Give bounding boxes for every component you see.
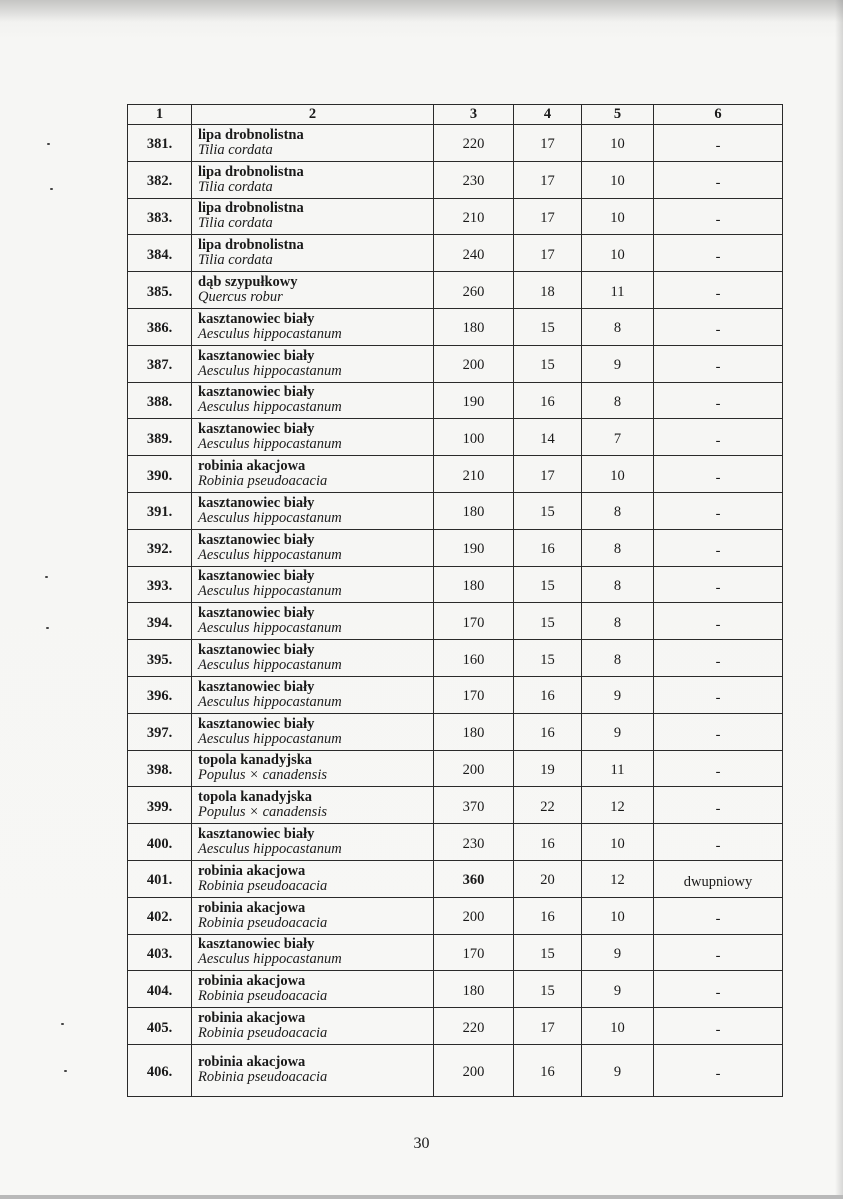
column-6-remark: -	[654, 787, 783, 824]
row-number: 405.	[128, 1008, 192, 1045]
column-5-value: 8	[582, 492, 654, 529]
column-5-value: 9	[582, 713, 654, 750]
column-5-value: 10	[582, 1008, 654, 1045]
species-cell	[192, 750, 434, 787]
species-polish-name: robinia akacjowa	[198, 862, 306, 879]
column-4-value: 17	[514, 161, 582, 198]
table-header	[128, 105, 783, 125]
row-number: 381.	[128, 125, 192, 162]
column-5-value: 9	[582, 971, 654, 1008]
column-5-value: 10	[582, 235, 654, 272]
table-row	[128, 713, 783, 750]
table-row	[128, 235, 783, 272]
column-6-remark: -	[654, 676, 783, 713]
species-cell	[192, 713, 434, 750]
species-cell	[192, 492, 434, 529]
column-4-value: 14	[514, 419, 582, 456]
column-6-remark: -	[654, 419, 783, 456]
column-3-value: 180	[434, 492, 514, 529]
species-cell	[192, 676, 434, 713]
column-4-value: 15	[514, 492, 582, 529]
row-number: 391.	[128, 492, 192, 529]
row-number: 393.	[128, 566, 192, 603]
table-row	[128, 750, 783, 787]
column-3-value: 240	[434, 235, 514, 272]
species-latin-name: Aesculus hippocastanum	[198, 436, 342, 453]
row-number: 392.	[128, 529, 192, 566]
column-3-value: 180	[434, 713, 514, 750]
species-cell	[192, 419, 434, 456]
scan-shadow	[0, 0, 843, 22]
column-4-value: 15	[514, 640, 582, 677]
column-3-value: 230	[434, 161, 514, 198]
column-5-value: 8	[582, 308, 654, 345]
column-4-value: 22	[514, 787, 582, 824]
species-latin-name: Populus × canadensis	[198, 767, 327, 784]
species-latin-name: Quercus robur	[198, 289, 283, 306]
species-latin-name: Tilia cordata	[198, 178, 273, 195]
row-number: 404.	[128, 971, 192, 1008]
column-3-value: 180	[434, 308, 514, 345]
species-latin-name: Aesculus hippocastanum	[198, 546, 342, 563]
table-row	[128, 971, 783, 1008]
species-cell	[192, 308, 434, 345]
row-number: 406.	[128, 1044, 192, 1096]
column-5-value: 9	[582, 934, 654, 971]
table-row	[128, 860, 783, 897]
table-row	[128, 272, 783, 309]
table-row	[128, 1044, 783, 1096]
species-cell	[192, 456, 434, 493]
column-5-value: 10	[582, 456, 654, 493]
species-cell	[192, 345, 434, 382]
species-latin-name: Robinia pseudoacacia	[198, 1025, 328, 1042]
table-row	[128, 787, 783, 824]
species-latin-name: Robinia pseudoacacia	[198, 473, 328, 490]
column-6-remark: -	[654, 382, 783, 419]
species-cell	[192, 603, 434, 640]
table-row	[128, 308, 783, 345]
column-3-value: 170	[434, 934, 514, 971]
column-3-value: 200	[434, 897, 514, 934]
column-6-remark: -	[654, 456, 783, 493]
species-polish-name: lipa drobnolistna	[198, 200, 304, 217]
column-header: 1	[128, 105, 192, 125]
column-6-remark: -	[654, 345, 783, 382]
table-row	[128, 1008, 783, 1045]
column-4-value: 20	[514, 860, 582, 897]
column-4-value: 15	[514, 308, 582, 345]
column-header: 6	[654, 105, 783, 125]
table-row	[128, 419, 783, 456]
column-5-value: 9	[582, 676, 654, 713]
species-latin-name: Aesculus hippocastanum	[198, 325, 342, 342]
column-4-value: 16	[514, 382, 582, 419]
table-row	[128, 934, 783, 971]
species-latin-name: Aesculus hippocastanum	[198, 583, 342, 600]
table-row	[128, 897, 783, 934]
column-3-value: 180	[434, 566, 514, 603]
column-3-value: 220	[434, 125, 514, 162]
table-row	[128, 603, 783, 640]
row-number: 383.	[128, 198, 192, 235]
row-number: 385.	[128, 272, 192, 309]
column-6-remark: -	[654, 934, 783, 971]
row-number: 398.	[128, 750, 192, 787]
column-6-remark: -	[654, 566, 783, 603]
table-row	[128, 529, 783, 566]
species-polish-name: kasztanowiec biały	[198, 347, 315, 364]
species-latin-name: Aesculus hippocastanum	[198, 657, 342, 674]
species-polish-name: kasztanowiec biały	[198, 715, 315, 732]
species-polish-name: robinia akacjowa	[198, 1054, 306, 1071]
column-4-value: 18	[514, 272, 582, 309]
row-number: 401.	[128, 860, 192, 897]
table-row	[128, 161, 783, 198]
table-row	[128, 492, 783, 529]
column-header: 3	[434, 105, 514, 125]
species-polish-name: kasztanowiec biały	[198, 678, 315, 695]
table-row	[128, 198, 783, 235]
species-polish-name: kasztanowiec biały	[198, 384, 315, 401]
column-5-value: 12	[582, 787, 654, 824]
species-latin-name: Aesculus hippocastanum	[198, 509, 342, 526]
species-polish-name: kasztanowiec biały	[198, 826, 315, 843]
column-5-value: 12	[582, 860, 654, 897]
column-4-value: 15	[514, 603, 582, 640]
column-5-value: 10	[582, 125, 654, 162]
species-polish-name: robinia akacjowa	[198, 458, 306, 475]
species-polish-name: topola kanadyjska	[198, 752, 313, 769]
column-3-value: 200	[434, 345, 514, 382]
species-cell	[192, 529, 434, 566]
row-number: 386.	[128, 308, 192, 345]
row-number: 384.	[128, 235, 192, 272]
scan-edge	[835, 0, 843, 1199]
species-cell	[192, 272, 434, 309]
species-polish-name: topola kanadyjska	[198, 789, 313, 806]
species-polish-name: lipa drobnolistna	[198, 237, 304, 254]
species-polish-name: robinia akacjowa	[198, 973, 306, 990]
column-header: 4	[514, 105, 582, 125]
column-6-remark: -	[654, 125, 783, 162]
column-6-remark: -	[654, 971, 783, 1008]
column-3-value: 180	[434, 971, 514, 1008]
column-5-value: 8	[582, 566, 654, 603]
column-3-value: 230	[434, 824, 514, 861]
species-cell	[192, 787, 434, 824]
column-5-value: 10	[582, 897, 654, 934]
species-latin-name: Aesculus hippocastanum	[198, 730, 342, 747]
column-5-value: 10	[582, 198, 654, 235]
column-4-value: 17	[514, 456, 582, 493]
table-body	[128, 125, 783, 1097]
column-5-value: 8	[582, 529, 654, 566]
column-6-remark: dwupniowy	[654, 860, 783, 897]
column-4-value: 17	[514, 235, 582, 272]
column-5-value: 11	[582, 272, 654, 309]
column-6-remark: -	[654, 1044, 783, 1096]
species-cell	[192, 860, 434, 897]
column-4-value: 16	[514, 713, 582, 750]
column-3-value: 370	[434, 787, 514, 824]
column-3-value: 220	[434, 1008, 514, 1045]
column-4-value: 17	[514, 125, 582, 162]
species-cell	[192, 897, 434, 934]
species-cell	[192, 640, 434, 677]
species-cell	[192, 198, 434, 235]
column-5-value: 8	[582, 640, 654, 677]
row-number: 397.	[128, 713, 192, 750]
column-5-value: 7	[582, 419, 654, 456]
species-polish-name: lipa drobnolistna	[198, 126, 304, 143]
species-cell	[192, 1044, 434, 1096]
column-6-remark: -	[654, 640, 783, 677]
species-latin-name: Aesculus hippocastanum	[198, 362, 342, 379]
species-latin-name: Aesculus hippocastanum	[198, 399, 342, 416]
species-latin-name: Aesculus hippocastanum	[198, 841, 342, 858]
species-cell	[192, 824, 434, 861]
column-3-value: 360	[434, 860, 514, 897]
table-row	[128, 676, 783, 713]
row-number: 396.	[128, 676, 192, 713]
species-cell	[192, 1008, 434, 1045]
column-6-remark: -	[654, 824, 783, 861]
column-6-remark: -	[654, 603, 783, 640]
row-number: 402.	[128, 897, 192, 934]
column-5-value: 10	[582, 824, 654, 861]
row-number: 400.	[128, 824, 192, 861]
column-6-remark: -	[654, 308, 783, 345]
table-row	[128, 640, 783, 677]
column-4-value: 15	[514, 566, 582, 603]
species-latin-name: Robinia pseudoacacia	[198, 1069, 328, 1086]
column-4-value: 16	[514, 529, 582, 566]
table-row	[128, 345, 783, 382]
column-6-remark: -	[654, 897, 783, 934]
table-row	[128, 382, 783, 419]
species-polish-name: kasztanowiec biały	[198, 531, 315, 548]
table-row	[128, 566, 783, 603]
table-row	[128, 824, 783, 861]
species-polish-name: kasztanowiec biały	[198, 642, 315, 659]
column-4-value: 15	[514, 934, 582, 971]
species-polish-name: kasztanowiec biały	[198, 605, 315, 622]
species-latin-name: Tilia cordata	[198, 141, 273, 158]
species-polish-name: robinia akacjowa	[198, 1010, 306, 1027]
column-5-value: 9	[582, 345, 654, 382]
row-number: 382.	[128, 161, 192, 198]
species-latin-name: Robinia pseudoacacia	[198, 988, 328, 1005]
species-polish-name: kasztanowiec biały	[198, 421, 315, 438]
species-cell	[192, 934, 434, 971]
column-6-remark: -	[654, 235, 783, 272]
column-6-remark: -	[654, 492, 783, 529]
column-4-value: 17	[514, 198, 582, 235]
row-number: 403.	[128, 934, 192, 971]
row-number: 387.	[128, 345, 192, 382]
row-number: 388.	[128, 382, 192, 419]
scan-bottom-edge	[0, 1195, 843, 1199]
column-4-value: 15	[514, 345, 582, 382]
column-6-remark: -	[654, 750, 783, 787]
row-number: 389.	[128, 419, 192, 456]
column-3-value: 210	[434, 198, 514, 235]
species-polish-name: robinia akacjowa	[198, 899, 306, 916]
column-5-value: 8	[582, 603, 654, 640]
column-4-value: 17	[514, 1008, 582, 1045]
column-3-value: 200	[434, 750, 514, 787]
species-latin-name: Aesculus hippocastanum	[198, 951, 342, 968]
species-cell	[192, 125, 434, 162]
species-polish-name: kasztanowiec biały	[198, 494, 315, 511]
species-polish-name: kasztanowiec biały	[198, 568, 315, 585]
column-3-value: 200	[434, 1044, 514, 1096]
species-latin-name: Tilia cordata	[198, 215, 273, 232]
column-5-value: 8	[582, 382, 654, 419]
table-row	[128, 456, 783, 493]
species-latin-name: Populus × canadensis	[198, 804, 327, 821]
column-3-value: 190	[434, 529, 514, 566]
column-header: 5	[582, 105, 654, 125]
column-3-value: 210	[434, 456, 514, 493]
column-6-remark: -	[654, 161, 783, 198]
column-4-value: 16	[514, 676, 582, 713]
column-3-value: 260	[434, 272, 514, 309]
column-4-value: 16	[514, 824, 582, 861]
species-cell	[192, 382, 434, 419]
species-latin-name: Aesculus hippocastanum	[198, 693, 342, 710]
column-4-value: 15	[514, 971, 582, 1008]
row-number: 399.	[128, 787, 192, 824]
column-3-value: 100	[434, 419, 514, 456]
row-number: 394.	[128, 603, 192, 640]
species-latin-name: Robinia pseudoacacia	[198, 877, 328, 894]
column-6-remark: -	[654, 272, 783, 309]
table-row	[128, 125, 783, 162]
species-polish-name: kasztanowiec biały	[198, 310, 315, 327]
species-cell	[192, 971, 434, 1008]
column-3-value: 190	[434, 382, 514, 419]
column-3-value: 170	[434, 603, 514, 640]
row-number: 395.	[128, 640, 192, 677]
column-6-remark: -	[654, 198, 783, 235]
page-number: 30	[413, 1135, 430, 1152]
column-6-remark: -	[654, 1008, 783, 1045]
species-polish-name: kasztanowiec biały	[198, 936, 315, 953]
species-polish-name: lipa drobnolistna	[198, 163, 304, 180]
species-latin-name: Aesculus hippocastanum	[198, 620, 342, 637]
species-latin-name: Robinia pseudoacacia	[198, 914, 328, 931]
column-5-value: 11	[582, 750, 654, 787]
column-3-value: 170	[434, 676, 514, 713]
species-cell	[192, 161, 434, 198]
tree-inventory-table	[127, 104, 783, 1097]
column-4-value: 19	[514, 750, 582, 787]
column-4-value: 16	[514, 1044, 582, 1096]
column-3-value: 160	[434, 640, 514, 677]
species-polish-name: dąb szypułkowy	[198, 274, 298, 291]
column-5-value: 10	[582, 161, 654, 198]
column-6-remark: -	[654, 529, 783, 566]
column-header: 2	[192, 105, 434, 125]
column-5-value: 9	[582, 1044, 654, 1096]
column-6-remark: -	[654, 713, 783, 750]
row-number: 390.	[128, 456, 192, 493]
species-latin-name: Tilia cordata	[198, 252, 273, 269]
column-4-value: 16	[514, 897, 582, 934]
species-cell	[192, 566, 434, 603]
species-cell	[192, 235, 434, 272]
